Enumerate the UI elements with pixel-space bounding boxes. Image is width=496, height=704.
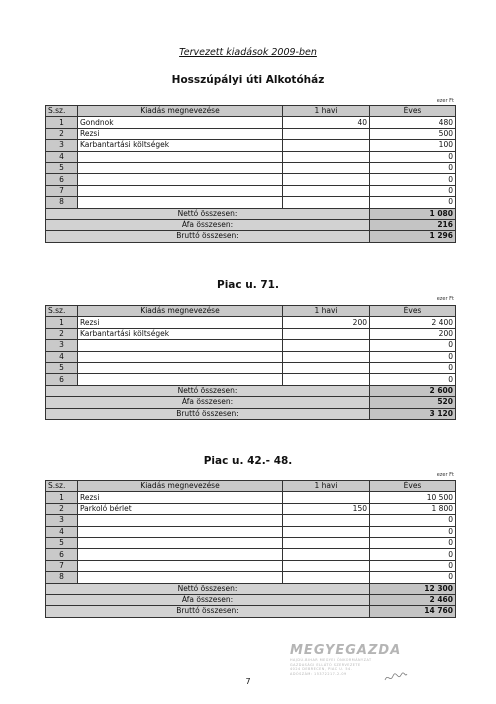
table-row: 5 0: [46, 162, 456, 173]
document-title: Tervezett kiadások 2009-ben: [179, 47, 317, 58]
table-row: 3 0: [46, 515, 456, 526]
stamp-line: ADÓSZÁM: 15372217-2-09: [290, 671, 347, 676]
unit-label: ezer Ft: [436, 98, 454, 104]
table-row: 6 0: [46, 174, 456, 185]
net-total-row: Nettó összesen: 12 300: [46, 583, 456, 594]
table-row: 3 0: [46, 340, 456, 351]
stamp-logo: MEGYEGAZDA: [290, 643, 402, 658]
table-row: 2 Karbantartási költségek 200: [46, 328, 456, 339]
section-title: Piac u. 71.: [217, 279, 279, 291]
stamp-line: HAJDÚ-BIHAR MEGYEI ÖNKORMÁNYZAT: [290, 658, 372, 662]
col-yearly: Éves: [370, 481, 456, 492]
gross-total-row: Bruttó összesen: 1 296: [46, 231, 456, 242]
net-total-row: Nettó összesen: 1 080: [46, 208, 456, 219]
table-row: 1 Gondnok 40 480: [46, 117, 456, 128]
table-row: 2 Parkoló bérlet 150 1 800: [46, 503, 456, 514]
table-header-row: [46, 306, 456, 317]
unit-label: ezer Ft: [436, 472, 454, 478]
table-row: 5 0: [46, 537, 456, 548]
col-name: Kiadás megnevezése: [78, 106, 283, 117]
col-monthly: 1 havi: [283, 306, 370, 317]
table-header-row: [46, 106, 456, 117]
vat-total-row: Áfa összesen: 216: [46, 219, 456, 230]
col-name: Kiadás megnevezése: [78, 481, 283, 492]
table-row: 5 0: [46, 362, 456, 373]
table-row: 1 Rezsi 200 2 400: [46, 317, 456, 328]
net-total-row: Nettó összesen: 2 600: [46, 385, 456, 396]
stamp-line: GAZDASÁGI ELLÁTÓ SZERVEZETE: [290, 662, 361, 667]
table-row: 2 Rezsi 500: [46, 128, 456, 139]
col-yearly: Éves: [370, 106, 456, 117]
unit-label: ezer Ft: [436, 296, 454, 302]
table-row: 6 0: [46, 374, 456, 385]
col-monthly: 1 havi: [283, 481, 370, 492]
col-ssz: S.sz.: [46, 106, 78, 117]
table-row: 3 Karbantartási költségek 100: [46, 140, 456, 151]
table-row: 8 0: [46, 572, 456, 583]
table-row: 7 0: [46, 185, 456, 196]
gross-total-row: Bruttó összesen: 3 120: [46, 408, 456, 419]
col-monthly: 1 havi: [283, 106, 370, 117]
col-ssz: S.sz.: [46, 306, 78, 317]
col-ssz: S.sz.: [46, 481, 78, 492]
stamp-line: 4024 DEBRECEN, PIAC U. 54.: [290, 667, 353, 671]
table-header-row: [46, 481, 456, 492]
expense-table: [45, 105, 456, 243]
page-number: 7: [245, 677, 251, 686]
gross-total-row: Bruttó összesen: 14 760: [46, 606, 456, 617]
vat-total-row: Áfa összesen: 520: [46, 397, 456, 408]
col-name: Kiadás megnevezése: [78, 306, 283, 317]
vat-total-row: Áfa összesen: 2 460: [46, 594, 456, 605]
table-row: 4 0: [46, 526, 456, 537]
col-yearly: Éves: [370, 306, 456, 317]
expense-table: [45, 480, 456, 618]
table-row: 4 0: [46, 151, 456, 162]
table-row: 4 0: [46, 351, 456, 362]
table-row: 6 0: [46, 549, 456, 560]
expense-table: [45, 305, 456, 420]
table-row: 7 0: [46, 560, 456, 571]
table-row: 8 0: [46, 197, 456, 208]
section-title: Hosszúpályi úti Alkotóház: [171, 74, 325, 86]
section-title: Piac u. 42.- 48.: [203, 455, 293, 467]
table-row: 1 Rezsi 10 500: [46, 492, 456, 503]
